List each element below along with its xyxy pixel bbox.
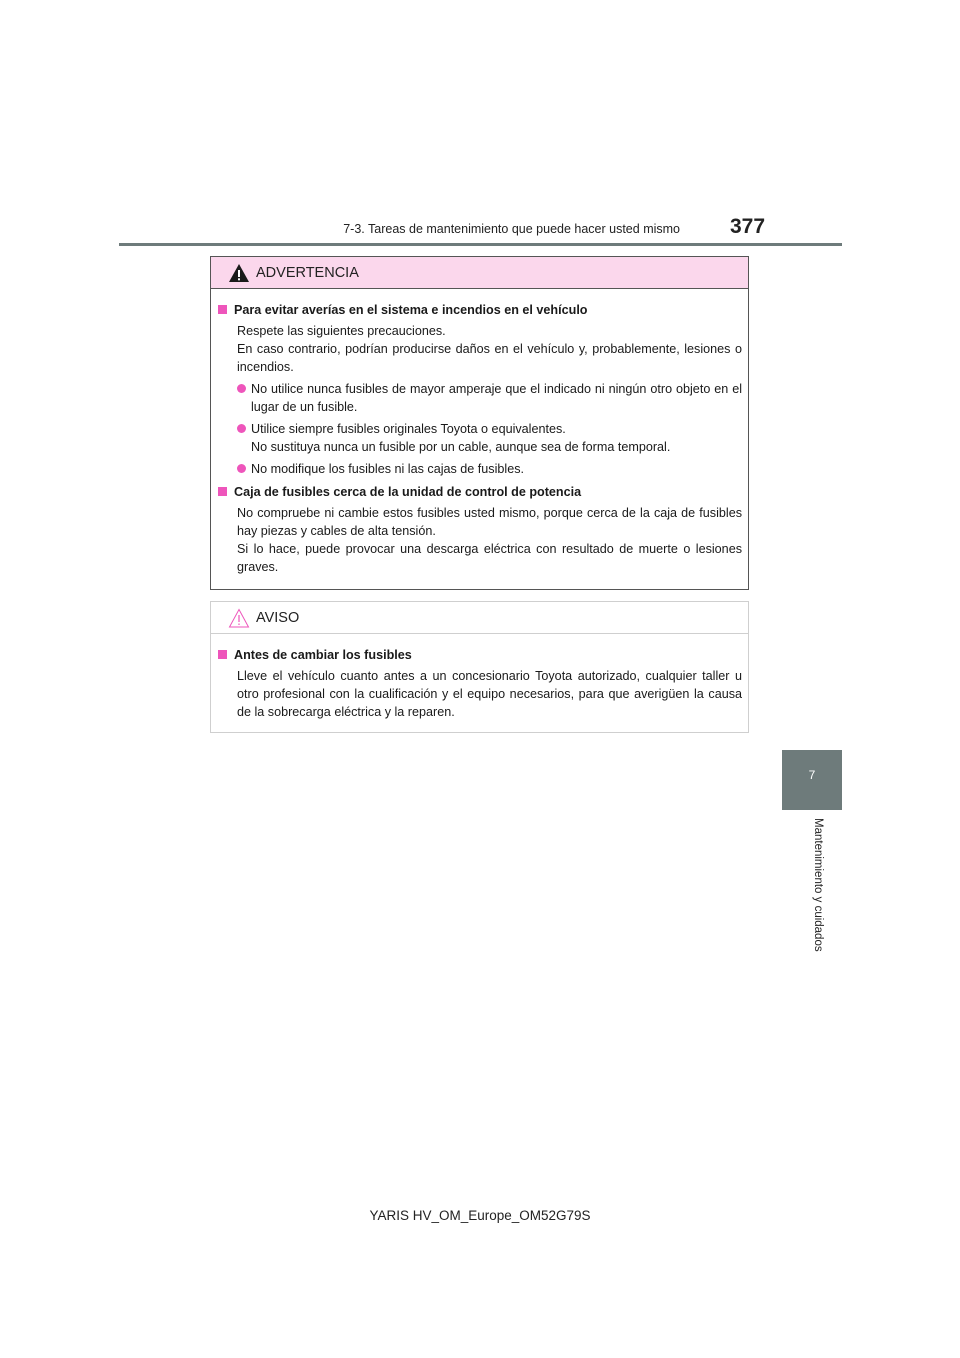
header-rule	[119, 243, 842, 246]
notice-box	[210, 601, 749, 733]
square-bullet-icon	[218, 487, 227, 496]
chapter-label: Mantenimiento y cuidados	[812, 818, 824, 952]
page-number: 377	[730, 215, 766, 238]
square-bullet-icon	[218, 305, 227, 314]
list-item: No modifique los fusibles ni las cajas de fusibles.	[237, 460, 742, 478]
section-paragraph: Lleve el vehículo cuanto antes a un concesionario Toyota autorizado, cualquier taller u otro profesional con la cualificación y el equipo necesarios, para que averigüen la causa de la sobrecarga eléctrica y la reparen.	[237, 669, 742, 719]
list-item: No utilice nunca fusibles de mayor amperaje que el indicado ni ningún otro objeto en el lugar de un fusible.	[237, 380, 742, 416]
chapter-number: 7	[808, 768, 816, 782]
section-heading: Para evitar averías en el sistema e incendios en el vehículo	[218, 301, 742, 319]
notice-label: AVISO	[256, 609, 300, 626]
warning-header	[211, 257, 748, 289]
warning-box	[210, 256, 749, 590]
list-item: Utilice siempre fusibles originales Toyota o equivalentes. No sustituya nunca un fusible por un cable, aunque sea de forma temporal.	[237, 420, 742, 456]
warning-triangle-icon	[228, 263, 250, 283]
section-heading: Antes de cambiar los fusibles	[218, 646, 742, 664]
chapter-tab[interactable]	[782, 750, 842, 810]
caution-triangle-icon	[228, 608, 250, 628]
section-heading: Caja de fusibles cerca de la unidad de control de potencia	[218, 483, 742, 501]
dot-bullet-icon	[237, 384, 246, 393]
section-title: 7-3. Tareas de mantenimiento que puede hacer usted mismo	[343, 222, 680, 236]
section-paragraph: No compruebe ni cambie estos fusibles usted mismo, porque cerca de la caja de fusibles hay piezas y cables de alta tensión. Si lo hace, puede provocar una descarga eléctrica con resultado de muerte o lesiones graves.	[237, 506, 742, 574]
square-bullet-icon	[218, 650, 227, 659]
section-paragraph: Respete las siguientes precauciones. En caso contrario, podrían producirse daños en el vehículo y, probablemente, lesiones o incendios.	[237, 324, 742, 374]
warning-label: ADVERTENCIA	[256, 264, 359, 281]
notice-header	[211, 602, 748, 634]
dot-bullet-icon	[237, 424, 246, 433]
document-id: YARIS HV_OM_Europe_OM52G79S	[369, 1208, 591, 1223]
warning-body	[211, 289, 748, 576]
notice-body	[211, 634, 748, 721]
dot-bullet-icon	[237, 464, 246, 473]
